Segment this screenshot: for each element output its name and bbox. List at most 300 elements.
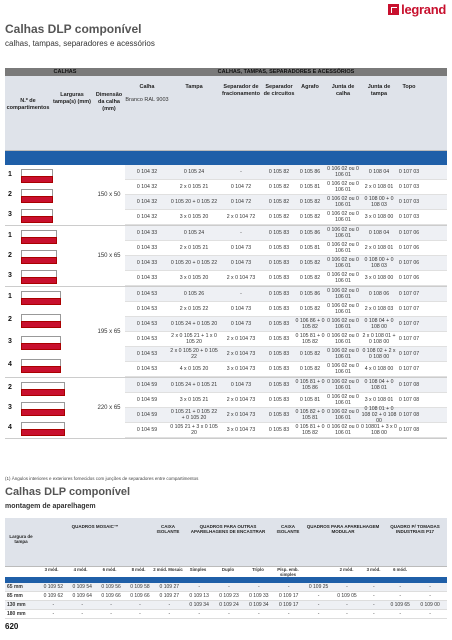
compartment-count: 1	[8, 232, 12, 239]
table-cell: 2 x 0 104 72	[226, 214, 256, 220]
header-compartments: N.º de compartimentos	[6, 98, 50, 111]
table-cell: 0 105 86	[299, 291, 321, 297]
compartment-count: 2	[8, 315, 12, 323]
table-cell: 0 107 03	[398, 184, 420, 190]
table-row	[125, 378, 447, 393]
table-row	[125, 241, 447, 256]
table-cell: 0 105 82	[299, 275, 321, 281]
compartment-count: 4	[8, 424, 12, 431]
row-width-label: 85 mm	[7, 593, 23, 599]
row-width-label: 65 mm	[7, 584, 23, 590]
mounting-cell: 0 109 52	[43, 584, 64, 590]
subheader-cell: 3 mód.	[366, 567, 381, 572]
table-cell: 2 x 0 105 22	[179, 306, 209, 312]
compartment-count: 1	[8, 171, 12, 178]
mounting-cell: -	[429, 593, 431, 599]
section-dimension: 150 x 65	[97, 253, 121, 259]
profile-diagram-body	[21, 216, 53, 223]
mounting-cell: 0 109 62	[43, 593, 64, 599]
table-cell: 0 104 33	[136, 260, 158, 266]
table-cell: 2 x 0 105 21	[179, 184, 209, 190]
table-cell: 0 105 24 + 0 105 20	[170, 321, 218, 327]
table-row	[125, 287, 447, 302]
section-labels	[5, 165, 93, 225]
table-cell: 0 105 83	[268, 291, 290, 297]
table-cell: 0 104 72	[230, 184, 252, 190]
mounting-cell: 0 109 13	[189, 593, 209, 599]
table-cell: 0 107 07	[398, 321, 420, 327]
compartment-count: 3	[8, 211, 12, 218]
table-cell: 0 104 53	[136, 306, 158, 312]
row-width-label: 130 mm	[7, 602, 26, 608]
table-cell: 0 105 83	[268, 260, 290, 266]
mounting-cell: -	[317, 602, 320, 608]
table-row	[125, 408, 447, 423]
subheader-cell: 8 mód.	[131, 567, 146, 572]
table-cell: 0 10801 + 3 x 0 108 00	[361, 424, 397, 436]
compartment-count: 3	[8, 272, 12, 279]
mounting-cell: 0 109 00	[420, 602, 440, 608]
table-cell: 0 106 02 ou 0 106 01	[327, 166, 359, 178]
table-cell: 0 108 04	[368, 230, 390, 236]
mounting-cell: 0 109 58	[130, 584, 150, 590]
profile-diagram-body	[21, 277, 57, 284]
subheader-cell: 4 mód.	[73, 567, 88, 572]
table-cell: 0 105 20 + 0 105 22	[170, 260, 218, 266]
table-cell: 0 105 81	[299, 245, 321, 251]
mounting-cell: -	[139, 611, 141, 617]
table-cell: 0 105 81	[299, 184, 321, 190]
table-cell: 0 105 26	[183, 291, 205, 297]
mounting-cell: -	[287, 611, 290, 617]
table-cell: 2 x 0 108 01	[364, 245, 394, 251]
header-outras-aparelhagens: QUADROS PARA OUTRAS APARELHAGENS DE ENCASTRAR	[190, 524, 266, 534]
mounting-cell: -	[168, 611, 171, 617]
table-cell: 0 104 73	[230, 306, 252, 312]
table-cell: 0 104 33	[136, 245, 158, 251]
mounting-cell: -	[258, 611, 260, 617]
mounting-cell: -	[346, 584, 348, 590]
mounting-row	[5, 583, 447, 592]
table-cell: 0 106 02 ou 0 106 01	[327, 379, 359, 391]
mounting-cell: 0 109 54	[72, 584, 92, 590]
mounting-body	[5, 583, 447, 619]
table-row	[125, 332, 447, 347]
table-section	[5, 378, 447, 439]
table-cell: 2 x 0 108 03	[364, 306, 394, 312]
table-section	[5, 287, 447, 378]
profile-diagram-body	[21, 343, 61, 350]
row-width-label: 180 mm	[7, 611, 26, 617]
mounting-cell: 0 109 23	[219, 593, 239, 599]
header-caixa-isolante-2: CAIXA ISOLANTE	[276, 524, 300, 534]
table-cell: 0 105 82	[268, 169, 290, 175]
table-cell: 2 x 0 104 73	[226, 275, 256, 281]
section-rows	[125, 378, 447, 438]
header-separador-circ: Separador de circuitos	[263, 84, 295, 97]
table-cell: 0 106 02 ou 0 106 01	[327, 303, 359, 315]
compartment-count: 3	[8, 404, 12, 411]
table-cell: -	[240, 291, 242, 297]
table-cell: 0 105 82	[299, 306, 321, 312]
table-cell: 2 x 0 105 21 + 1 x 0 105 20	[171, 333, 217, 345]
table-cell: 0 107 07	[398, 306, 420, 312]
table-cell: 0 105 82	[268, 214, 290, 220]
table-cell: 0 104 59	[136, 427, 158, 433]
mounting-cell: -	[198, 584, 200, 590]
table-cell: 0 104 53	[136, 336, 158, 342]
table-cell: 4 x 0 108 00	[364, 366, 394, 372]
table-cell: 0 107 07	[398, 291, 420, 297]
table-cell: 0 105 82	[299, 214, 321, 220]
table-row	[125, 423, 447, 438]
mounting-cell: -	[81, 611, 83, 617]
table-cell: 0 105 82	[268, 199, 290, 205]
section-title: Calhas DLP componível	[5, 486, 131, 498]
table-cell: 0 106 02 ou 0 106 01	[327, 363, 359, 375]
legrand-logo	[388, 2, 446, 17]
profile-diagram-body	[21, 176, 53, 183]
table-cell: 0 108 00 + 0 108 03	[364, 196, 394, 208]
section-subtitle: montagem de aparelhagem	[5, 503, 96, 510]
header-modular: QUADROS PARA APARELHAGEM MODULAR	[306, 524, 380, 534]
mounting-cell: -	[346, 611, 348, 617]
table-cell: 0 107 08	[398, 397, 420, 403]
table-cell: 0 106 02 ou 0 106 01	[327, 227, 359, 239]
footnote: (1) Ângulos interiores e exteriores fornecidos com junções de separadores entre compartimentos	[5, 476, 199, 481]
section-dimension: 195 x 65	[97, 329, 121, 335]
mounting-cell: -	[110, 611, 112, 617]
profile-diagram-body	[21, 389, 65, 396]
table-cell: 0 105 83	[268, 382, 290, 388]
table-cell: 0 106 02 ou 0 106 01	[327, 288, 359, 300]
legrand-logo-icon	[388, 4, 399, 15]
table-cell: 0 104 59	[136, 397, 158, 403]
table-cell: -	[240, 230, 242, 236]
table-cell: 0 105 83	[268, 306, 290, 312]
table-group-header	[5, 68, 447, 76]
section-rows	[125, 226, 447, 286]
section-dimension: 220 x 65	[97, 405, 121, 411]
page-number: 620	[5, 622, 19, 631]
compartment-count: 2	[8, 191, 12, 198]
table-cell: 0 106 02 ou 0 106 01	[327, 348, 359, 360]
table-cell: 0 106 02 ou 0 106 01	[327, 394, 359, 406]
mounting-cell: -	[346, 602, 348, 608]
table-cell: 0 105 24 + 0 105 21	[170, 382, 218, 388]
table-cell: 0 105 20 + 0 105 22	[170, 199, 218, 205]
table-cell: 0 108 04	[368, 169, 390, 175]
table-cell: 0 104 32	[136, 214, 158, 220]
table-cell: 0 107 06	[398, 275, 420, 281]
table-cell: 0 105 83	[268, 275, 290, 281]
subheader-cell: P/sp. emb. simples	[277, 567, 299, 577]
mounting-table	[5, 518, 447, 619]
table-cell: 0 105 82	[268, 184, 290, 190]
subheader-cell	[303, 567, 333, 577]
table-cell: 0 105 83	[268, 245, 290, 251]
table-cell: 3 x 0 105 21	[179, 397, 209, 403]
mounting-cell: -	[228, 584, 230, 590]
header-band	[5, 151, 447, 165]
mounting-cell: -	[168, 602, 171, 608]
table-cell: 0 107 08	[398, 382, 420, 388]
section-rows	[125, 165, 447, 225]
mounting-cell: -	[110, 602, 112, 608]
table-cell: 0 105 81 + 0 105 82	[295, 424, 325, 436]
mounting-cell: -	[399, 584, 402, 590]
table-cell: 0 104 53	[136, 321, 158, 327]
subheader-spacer	[5, 567, 37, 577]
table-cell: 4 x 0 105 20	[179, 366, 209, 372]
table-cell: 2 x 0 105 21	[179, 245, 209, 251]
header-junta-tampa: Junta de tampa	[367, 84, 391, 97]
group-accessories: CALHAS, TAMPAS, SEPARADORES E ACESSÓRIOS	[217, 69, 355, 75]
table-cell: 2 x 0 104 73	[226, 336, 256, 342]
table-cell: 0 107 03	[398, 199, 420, 205]
mounting-row	[5, 601, 447, 610]
table-cell: 0 104 32	[136, 184, 158, 190]
table-cell: -	[240, 169, 242, 175]
mounting-cell: -	[372, 611, 375, 617]
compartment-count: 4	[8, 360, 12, 368]
table-section	[5, 165, 447, 226]
compartment-count: 2	[8, 384, 12, 391]
table-cell: 0 104 53	[136, 366, 158, 372]
subheader-cell: 2 mód.	[339, 567, 354, 572]
table-row	[125, 271, 447, 286]
mounting-cell: 0 109 65	[390, 602, 410, 608]
header-calha-col	[125, 76, 169, 150]
table-cell: 0 105 21 + 3 x 0 105 20	[170, 424, 218, 436]
mounting-cell: -	[429, 584, 431, 590]
table-cell: 0 106 02 ou 0 106 01	[327, 409, 359, 421]
table-cell: 0 105 83	[268, 366, 290, 372]
table-cell: 0 108 04 + 0 108 01	[364, 379, 394, 391]
table-row	[125, 393, 447, 408]
section-labels	[5, 378, 93, 438]
table-cell: 3 x 0 108 00	[364, 275, 394, 281]
header-tampa: Tampa	[185, 84, 203, 90]
table-row	[125, 165, 447, 180]
table-cell: 0 104 33	[136, 230, 158, 236]
profile-diagram-body	[21, 237, 57, 244]
subheader-cell: 2 mód. Mosaic	[153, 567, 183, 572]
table-cell: 0 107 03	[398, 214, 420, 220]
mounting-cell: -	[399, 593, 402, 599]
table-cell: 0 108 02 + 2 x 0 108 00	[362, 348, 396, 360]
compartment-count: 3	[8, 338, 12, 345]
mounting-cell: -	[372, 584, 375, 590]
table-cell: 0 105 83	[268, 397, 290, 403]
profile-diagram-body	[21, 298, 61, 305]
compartment-count: 2	[8, 252, 12, 259]
table-cell: 0 106 02 ou 0 106 01	[327, 318, 359, 330]
subheader-cell: 6 mód.	[393, 567, 407, 572]
mounting-cell: 0 109 66	[101, 593, 121, 599]
table-cell: 0 107 07	[398, 351, 420, 357]
table-cell: 0 104 53	[136, 351, 158, 357]
table-cell: 0 107 06	[398, 260, 420, 266]
table-cell: 0 107 08	[398, 427, 420, 433]
header-widths: Larguras tampa(s) (mm)	[53, 92, 91, 105]
table-row	[125, 180, 447, 195]
table-cell: 2 x 0 104 73	[226, 397, 256, 403]
mounting-cell: -	[317, 593, 320, 599]
mounting-cell: -	[198, 611, 200, 617]
section-rows	[125, 287, 447, 377]
table-row	[125, 256, 447, 271]
table-row	[125, 317, 447, 332]
header-calha-color: Branco RAL 9003	[125, 97, 169, 103]
mounting-cell: -	[52, 611, 55, 617]
profile-diagram-body	[21, 366, 61, 373]
table-cell: 3 x 0 105 20	[179, 214, 209, 220]
table-cell: 0 106 02 ou 0 106 01	[327, 424, 359, 436]
table-cell: 0 105 82	[299, 199, 321, 205]
table-cell: 0 104 59	[136, 382, 158, 388]
profile-diagram-body	[21, 321, 61, 328]
section-dimension: 150 x 50	[97, 192, 121, 198]
subheader-cell: 3 mód.	[44, 567, 59, 572]
table-cell: 0 108 00 + 0 108 03	[364, 257, 394, 269]
table-cell: 0 105 82 + 0 105 81	[295, 409, 325, 421]
table-cell: 0 104 53	[136, 291, 158, 297]
table-cell: 0 107 06	[398, 230, 420, 236]
table-cell: 2 x 0 108 01 + 0 108 00	[362, 333, 396, 345]
table-cell: 0 107 03	[398, 169, 420, 175]
mounting-cell: -	[258, 584, 260, 590]
table-cell: 0 105 82	[299, 366, 321, 372]
subheader-cell: Simples	[189, 567, 207, 572]
table-cell: 3 x 0 105 20	[179, 275, 209, 281]
mounting-cell: 0 109 64	[72, 593, 92, 599]
mounting-cell: 0 109 25	[308, 584, 329, 590]
mounting-cell: -	[429, 611, 431, 617]
mounting-cell: -	[228, 611, 230, 617]
table-cell: 0 105 81	[299, 397, 321, 403]
mounting-cell: -	[52, 602, 55, 608]
mounting-cell: -	[317, 611, 320, 617]
table-cell: 0 106 02 ou 0 106 01	[327, 333, 359, 345]
group-calhas: CALHAS	[53, 69, 77, 75]
table-cell: 0 106 02 ou 0 106 01	[327, 272, 359, 284]
compartment-count: 1	[8, 293, 12, 300]
table-cell: 2 x 0 104 73	[226, 412, 256, 418]
mounting-cell: 0 109 34	[189, 602, 209, 608]
profile-diagram-body	[21, 196, 53, 203]
mounting-cell: 0 109 27	[159, 593, 180, 599]
table-row	[125, 362, 447, 377]
table-header	[5, 76, 447, 151]
table-cell: 0 108 06	[368, 291, 390, 297]
table-cell: 3 x 0 108 01	[364, 397, 394, 403]
subheader-cell: Duplo	[221, 567, 235, 572]
brand-name: legrand	[401, 2, 446, 17]
table-cell: 0 106 02 ou 0 106 01	[327, 196, 359, 208]
page-title: Calhas DLP componível	[5, 22, 142, 36]
table-cell: 0 104 59	[136, 412, 158, 418]
table-body	[5, 165, 447, 439]
table-cell: 2 x 0 105 20 + 0 105 22	[170, 348, 218, 360]
table-row	[125, 195, 447, 210]
table-cell: 0 107 07	[398, 366, 420, 372]
table-cell: 0 104 72	[230, 199, 252, 205]
profile-diagram-body	[21, 429, 65, 436]
mounting-cell: -	[372, 602, 375, 608]
table-section	[5, 226, 447, 287]
mounting-cell: -	[287, 584, 290, 590]
table-cell: 0 107 08	[398, 412, 420, 418]
subheader-cell: 6 mód.	[102, 567, 117, 572]
table-cell: 0 105 24	[183, 169, 205, 175]
subheader-cell: Triplo	[252, 567, 264, 572]
table-cell: 0 105 83	[268, 230, 290, 236]
mounting-cell: 0 109 34	[249, 602, 269, 608]
table-cell: 0 105 24	[183, 230, 205, 236]
header-mosaic: QUADROS MOSAIC™	[71, 524, 119, 529]
section-labels	[5, 226, 93, 286]
header-topo: Topo	[402, 84, 416, 90]
header-tomadas: QUADRO P/ TOMADAS INDUSTRIAIS P17	[390, 524, 440, 534]
table-cell: 0 104 73	[230, 382, 252, 388]
table-cell: 0 106 02 ou 0 106 01	[327, 211, 359, 223]
mounting-row	[5, 610, 447, 619]
header-agrafo: Agrafo	[301, 84, 319, 90]
mounting-cell: 0 109 66	[130, 593, 150, 599]
table-cell: 0 106 86 + 0 105 82	[295, 318, 325, 330]
table-cell: 0 108 04 + 0 108 00	[364, 318, 394, 330]
table-cell: 0 104 32	[136, 169, 158, 175]
mounting-cell: -	[399, 611, 402, 617]
mounting-subheader	[5, 567, 447, 577]
header-largura: Largura de tampa	[9, 534, 33, 544]
mounting-cell: 0 109 24	[219, 602, 239, 608]
table-cell: 0 106 02 ou 0 106 01	[327, 181, 359, 193]
table-cell: 0 104 32	[136, 199, 158, 205]
mounting-table-header	[5, 518, 447, 567]
table-cell: 0 105 83	[268, 412, 290, 418]
table-cell: 0 105 81 + 0 105 82	[295, 333, 325, 345]
table-cell: 0 105 82	[299, 260, 321, 266]
table-cell: 0 104 33	[136, 275, 158, 281]
table-cell: 2 x 0 108 01	[364, 184, 394, 190]
table-cell: 0 104 73	[230, 321, 252, 327]
table-row	[125, 226, 447, 241]
page-subtitle: calhas, tampas, separadores e acessórios	[5, 39, 155, 48]
table-cell: 0 106 02 ou 0 106 01	[327, 257, 359, 269]
table-row	[125, 210, 447, 225]
mounting-cell: 0 109 17	[278, 602, 299, 608]
mounting-row	[5, 592, 447, 601]
table-cell: 0 104 73	[230, 245, 252, 251]
table-cell: 0 105 83	[268, 336, 290, 342]
mounting-cell: 0 109 33	[249, 593, 269, 599]
table-cell: 0 104 73	[230, 260, 252, 266]
profile-diagram-body	[21, 257, 57, 264]
mounting-cell: -	[139, 602, 141, 608]
profile-diagram-body	[21, 409, 65, 416]
table-cell: 0 105 83	[268, 321, 290, 327]
table-cell: 0 105 83	[268, 427, 290, 433]
table-cell: 2 x 0 104 73	[226, 351, 256, 357]
mounting-cell: 0 109 17	[278, 593, 299, 599]
table-row	[125, 302, 447, 317]
section-labels	[5, 287, 93, 377]
table-cell: 3 x 0 108 00	[364, 214, 394, 220]
table-cell: 0 105 21 + 0 105 22 + 0 105 20	[170, 409, 218, 421]
table-cell: 0 107 07	[398, 336, 420, 342]
